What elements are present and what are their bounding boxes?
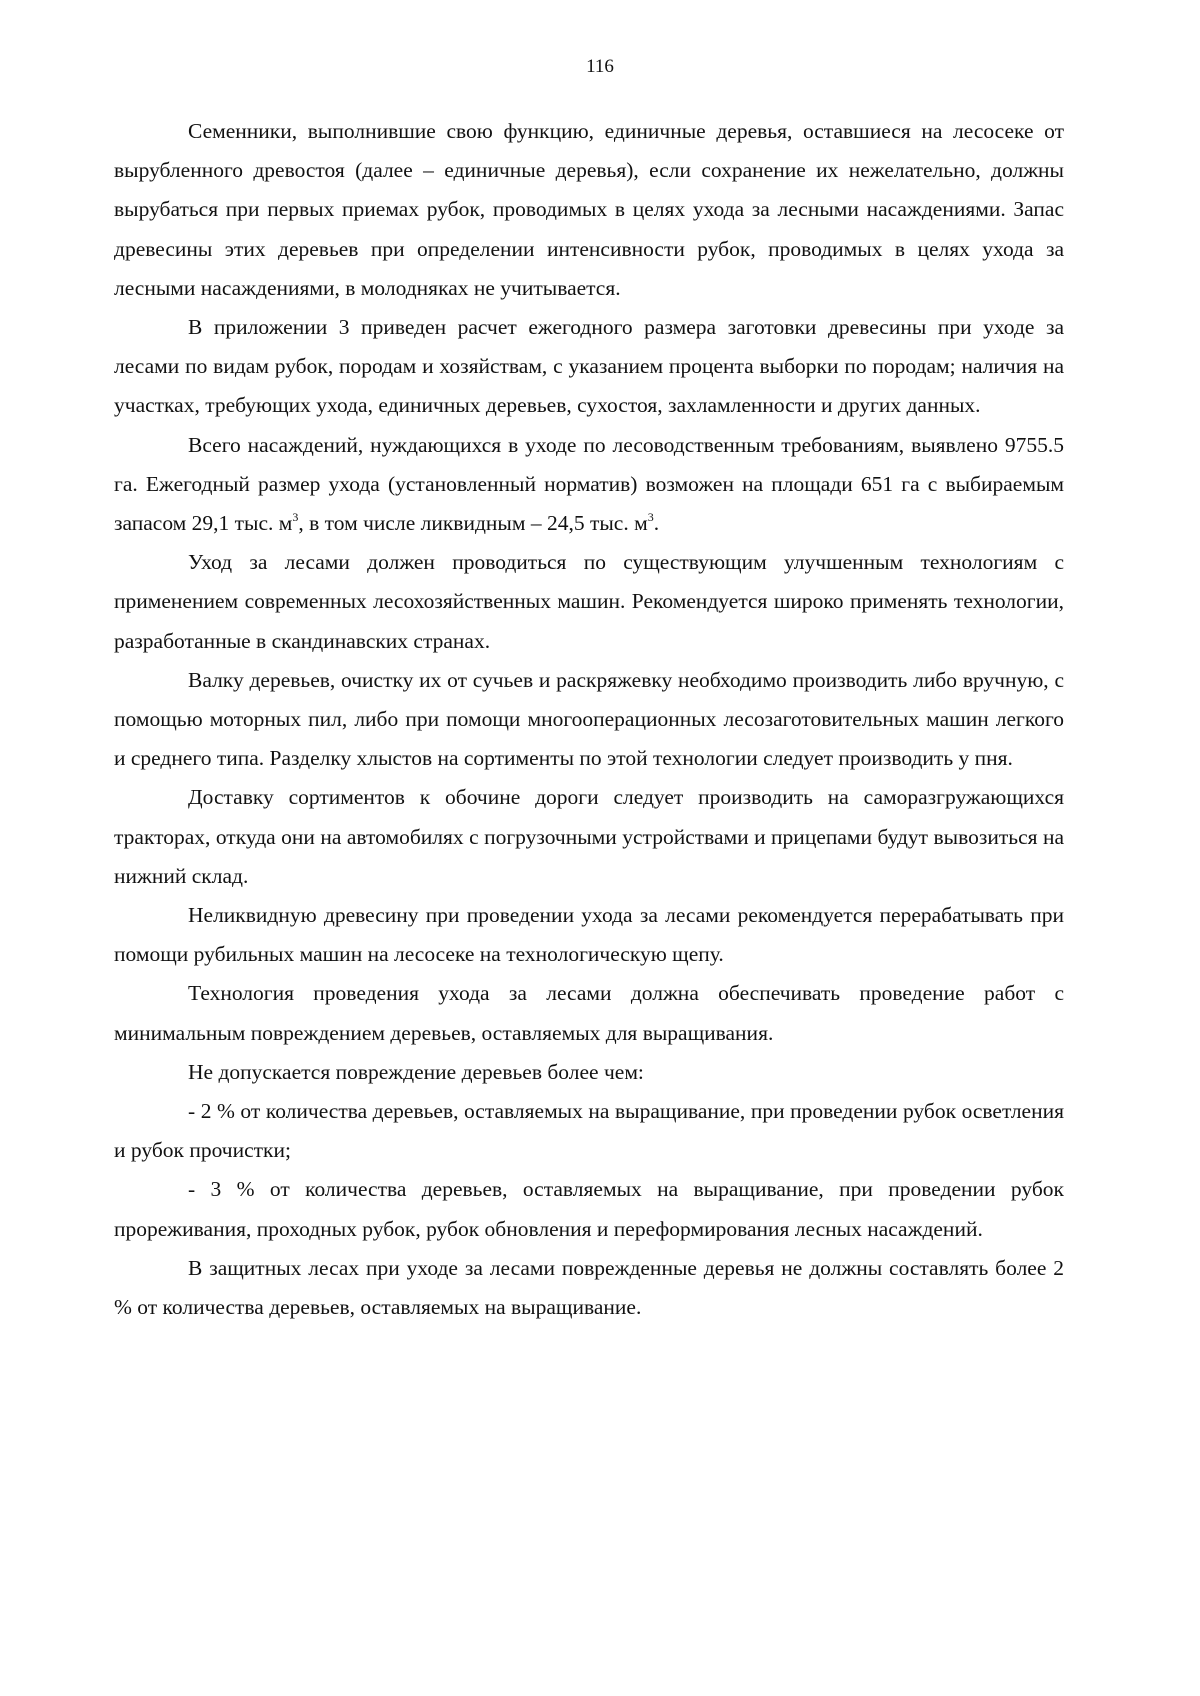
- paragraph-total-area-text-2: , в том числе ликвидным – 24,5 тыс. м: [298, 511, 648, 536]
- superscript-cubic-2: 3: [647, 510, 654, 525]
- paragraph-total-area-text-1: Всего насаждений, нуждающихся в уходе по лесоводственным требованиям, выявлено 9755.5 га. Ежегодный размер ухода (установленный норматив) возможен на площади 651 га с выбираемым запасом 29,1 тыс. м: [114, 432, 1064, 536]
- paragraph-not-allowed: Не допускается повреждение деревьев более чем:: [188, 1059, 644, 1084]
- list-item-3-percent: - 3 % от количества деревьев, оставляемых на выращивание, при проведении рубок прореживания, проходных рубок, рубок обновления и переформирования лесных насаждений.: [114, 1177, 1064, 1241]
- paragraph-appendix-3: В приложении 3 приведен расчет ежегодного размера заготовки древесины при уходе за лесами по видам рубок, породам и хозяйствам, с указанием процента выборки по породам; наличия на участках, требующих ухода, единичных деревьев, сухостоя, захламленности и других данных.: [114, 315, 1064, 418]
- paragraph-protective-forests: В защитных лесах при уходе за лесами поврежденные деревья не должны составлять более 2 % от количества деревьев, оставляемых на выращивание.: [114, 1255, 1064, 1320]
- superscript-cubic-1: 3: [292, 510, 299, 525]
- document-body: [114, 112, 1064, 1327]
- paragraph-total-area: [114, 426, 1064, 544]
- paragraph-seed-trees: Семенники, выполнившие свою функцию, единичные деревья, оставшиеся на лесосеке от вырубленного древостоя (далее – единичные деревья), если сохранение их нежелательно, должны вырубаться при первых приемах рубок, проводимых в целях ухода за лесными насаждениями. Запас древесины этих деревьев при определении интенсивности рубок, проводимых в целях ухода за лесными насаждениями, в молодняках не учитывается.: [114, 119, 1064, 300]
- page-number: 116: [586, 56, 614, 77]
- paragraph-technologies: Уход за лесами должен проводиться по существующим улучшенным технологиям с применением современных лесохозяйственных машин. Рекомендуется широко применять технологии, разработанные в скандинавских странах.: [114, 550, 1064, 653]
- paragraph-felling: Валку деревьев, очистку их от сучьев и раскряжевку необходимо производить либо вручную, с помощью моторных пил, либо при помощи многооперационных лесозаготовительных машин легкого и среднего типа. Разделку хлыстов на сортименты по этой технологии следует производить у пня.: [114, 667, 1064, 771]
- list-item-2-percent: - 2 % от количества деревьев, оставляемых на выращивание, при проведении рубок осветления и рубок прочистки;: [114, 1099, 1064, 1163]
- paragraph-technology-damage: Технология проведения ухода за лесами должна обеспечивать проведение работ с минимальным повреждением деревьев, оставляемых для выращивания.: [114, 981, 1064, 1045]
- paragraph-delivery: Доставку сортиментов к обочине дороги следует производить на саморазгружающихся тракторах, откуда они на автомобилях с погрузочными устройствами и прицепами будут вывозиться на нижний склад.: [114, 785, 1064, 888]
- paragraph-total-area-text-3: .: [653, 511, 660, 536]
- paragraph-non-liquid-wood: Неликвидную древесину при проведении ухода за лесами рекомендуется перерабатывать при помощи рубильных машин на лесосеке на технологическую щепу.: [114, 903, 1064, 967]
